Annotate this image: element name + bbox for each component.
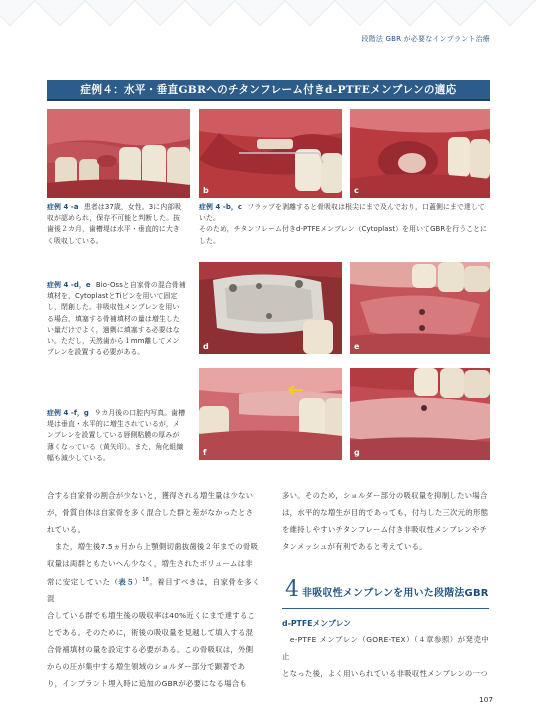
section-title: 非吸収性メンブレンを用いた段階法GBR (302, 588, 489, 599)
body-left-column: 合する自家骨の割合が少ないと，獲得される増生量は少ない が，骨質自体は自家骨を多く混合した群と差がなかったとさ れている。 また，増生後7.5ヵ月から上顎側切歯抜歯後２年までの骨吸 収量は両群ともたいへん少なく，増生されたボリュームは非 常に安定していた（表５）$^{18}$。着目すべきは，自家骨を多く混 合している群でも増生後の吸収率は40%近くにまで達するこ とである。そのために，術後の吸収量を見越して填入する混 合骨補填材の量を設定する必要がある。この骨吸収は，外側 からの圧が集中する増生領域のショルダー部分で顕著であ り，インプラント埋入時に追加のGBRが必要になる場合も (47, 491, 260, 689)
section-number: 4 (285, 577, 299, 602)
photo-label: g (354, 448, 360, 457)
table-reference: 表５ (118, 577, 135, 587)
caption-bc: 症例 4 -b，c フラップを剥離すると骨吸収は根尖にまで及んでおり，口蓋側にまで達していた。 そのため，チタンフレーム付きd-PTFEメンブレン（Cytoplast）を用いてGBRを行うことに した。 (199, 203, 488, 245)
caption-fg: 症例 4 -f，g ９カ月後の口腔内写真。歯槽 堤は垂直・水平的に増生されているが，メ ンブレンを設置している唇側粘膜の厚みが 薄くなっている（黄矢印）。また，角化組織 幅も減少している。 (47, 409, 186, 462)
caption-label: 症例 4 -d，e (47, 281, 91, 289)
page-number: 107 (479, 695, 494, 704)
body-right-column: 多い。そのため，ショルダー部分の吸収量を抑制したい場合 は，水平的な増生が目的であっても，付与した三次元的形態 を維持しやすいチタンフレーム付き非吸収性メンブレンやチ タンメッシュが有利であると考えている。 (282, 491, 489, 551)
subhead: d-PTFEメンブレン (282, 619, 351, 628)
photo-g (350, 368, 490, 460)
photo-label: f (203, 448, 207, 457)
section-heading (282, 575, 489, 609)
photo-e (350, 262, 490, 354)
body-right-continued: e-PTFE メンブレン（GORE-TEX）（４章参照）が発売中止 となった後，よく用いられている非吸収性メンブレンの一つ (282, 635, 489, 678)
photo-a (47, 109, 190, 198)
case-title: 症例４：水平・垂直GBRへのチタンフレーム付きd-PTFEメンブレンの適応 (47, 80, 490, 101)
caption-label: 症例 4 -a (47, 203, 79, 211)
photo-label: b (203, 186, 209, 195)
photo-b (199, 109, 342, 198)
running-header: 段階法 GBR が必要なインプラント治療 (361, 35, 490, 43)
caption-label: 症例 4 -f，g (47, 409, 89, 417)
photo-f (199, 368, 342, 460)
photo-label: e (354, 342, 360, 351)
header-pattern (0, 0, 539, 60)
caption-a: 症例 4 -a 患者は37歳，女性。3に内部吸 収が認められ，保存不可能と判断した。抜 歯後２カ月，歯槽堤は水平・垂直的に大き く吸収している。 (47, 203, 182, 245)
caption-label: 症例 4 -b，c (199, 203, 243, 211)
photo-d (199, 262, 342, 354)
caption-de: 症例 4 -d，e Bio-Ossと自家骨の混合骨補 填材を，CytoplastとTiピンを用いて固定 し，閉創した。非吸収性メンブレンを用い る場合，填塞する骨補填材の量は増生した い量だけでよく，過剰に填塞する必要はな い。ただし，天然歯から１mm離してメン ブレンを設置する必要がある。 (47, 281, 186, 357)
photo-label: d (203, 342, 209, 351)
photo-c (350, 109, 490, 198)
photo-label: c (354, 186, 359, 195)
